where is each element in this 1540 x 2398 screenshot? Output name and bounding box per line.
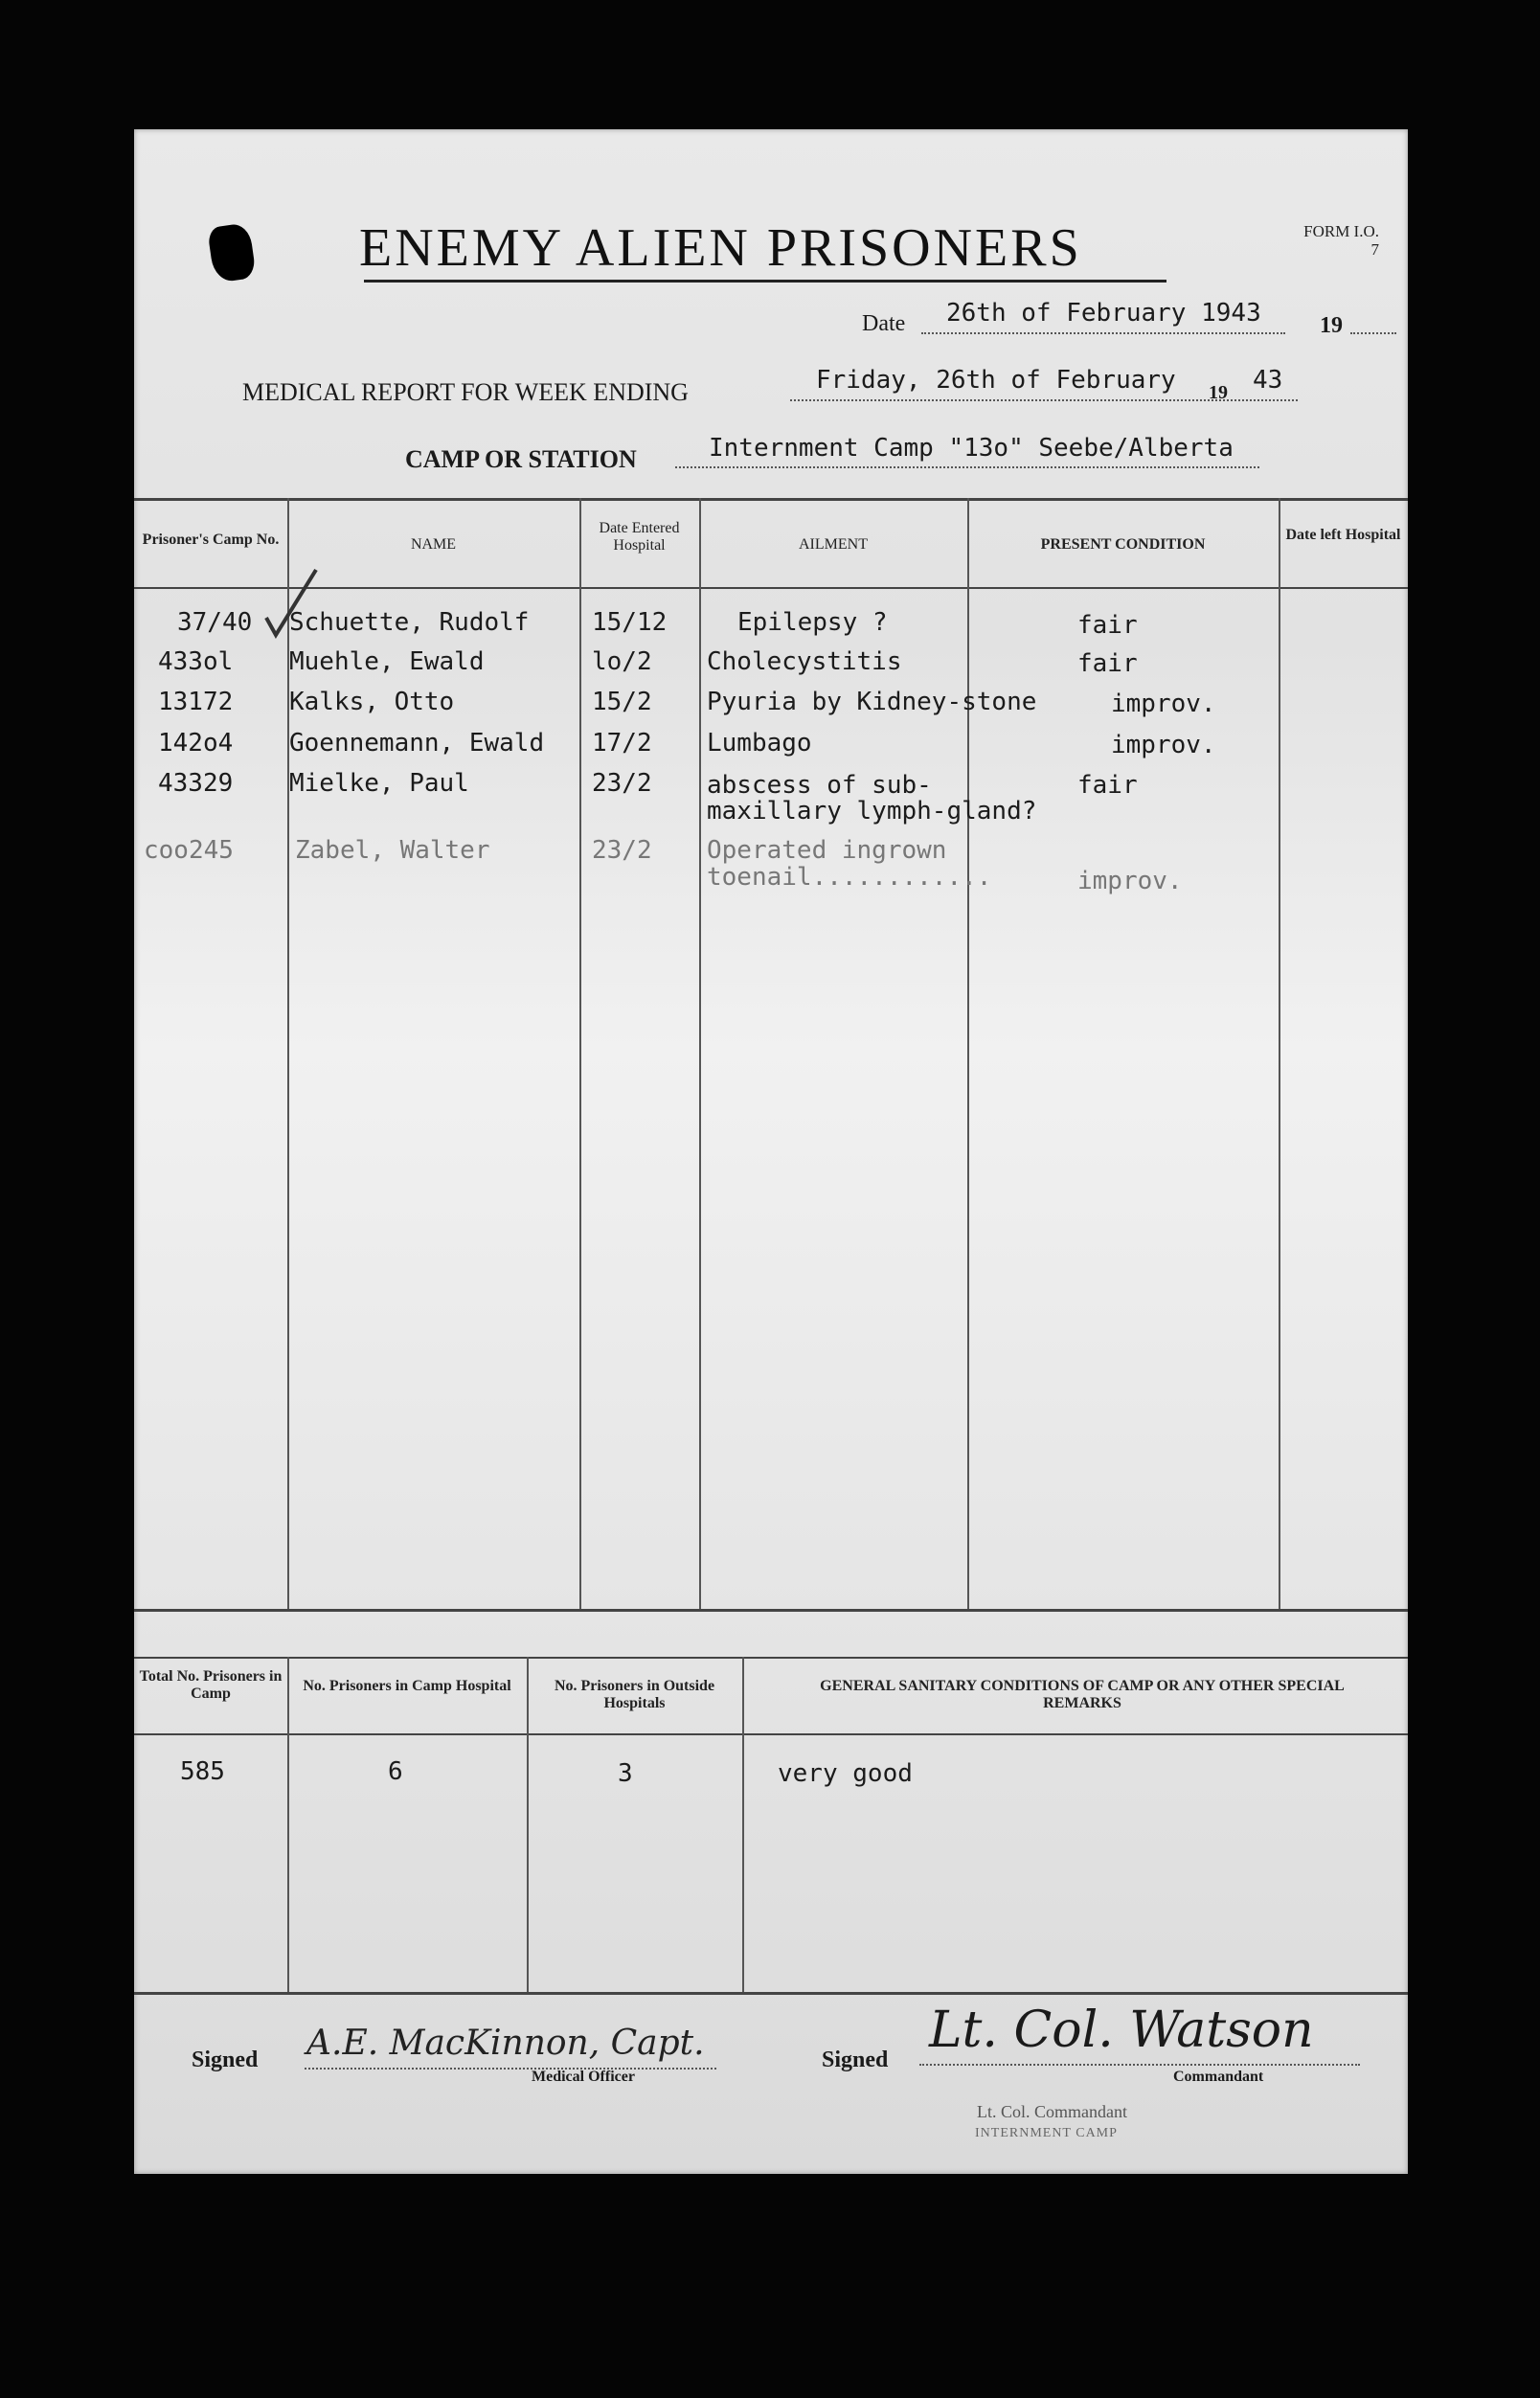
row-ailment: Operated ingrown xyxy=(707,836,947,865)
form-title: ENEMY ALIEN PRISONERS xyxy=(359,218,1082,278)
signed-label-medical: Signed xyxy=(192,2047,259,2072)
row-ailment: abscess of sub- xyxy=(707,771,932,800)
table-bottom-rule xyxy=(134,1609,1408,1612)
summary-header-camp-hospital: No. Prisoners in Camp Hospital xyxy=(303,1678,511,1694)
row-camp-no: 13172 xyxy=(158,688,234,716)
date-label: Date xyxy=(862,311,906,336)
date-suffix-dotline xyxy=(1350,332,1396,334)
date-dotline xyxy=(921,332,1285,334)
row-name: Goennemann, Ewald xyxy=(289,729,545,758)
camp-label: CAMP OR STATION xyxy=(405,445,637,473)
row-date: lo/2 xyxy=(592,647,652,676)
summary-header-rule xyxy=(134,1733,1408,1735)
row-name: Kalks, Otto xyxy=(289,688,455,716)
week-suffix-year: 43 xyxy=(1253,366,1283,395)
summary-header-outside: No. Prisoners in Outside Hospitals xyxy=(554,1678,715,1711)
row-date: 15/2 xyxy=(592,688,652,716)
summary-bottom-rule xyxy=(134,1992,1408,1995)
header-camp-no: Prisoner's Camp No. xyxy=(142,532,280,548)
camp-dotline xyxy=(675,466,1259,468)
summary-total-value: 585 xyxy=(180,1757,225,1786)
commandant-signature-line xyxy=(919,2064,1360,2066)
row-camp-no: 37/40 xyxy=(177,608,253,637)
camp-value: Internment Camp "13o" Seebe/Alberta xyxy=(709,434,1234,463)
row-ailment-cont: toenail............ xyxy=(707,863,992,892)
row-camp-no: 142o4 xyxy=(158,729,234,758)
summary-remarks-value: very good xyxy=(778,1759,913,1788)
week-suffix-19: 19 xyxy=(1209,382,1228,403)
row-condition: improv. xyxy=(1111,731,1216,759)
row-date: 15/12 xyxy=(592,608,668,637)
summary-divider-1 xyxy=(287,1657,289,1992)
summary-camp-hospital-value: 6 xyxy=(388,1757,403,1786)
header-condition: PRESENT CONDITION xyxy=(1040,536,1206,553)
form-number: FORM I.O. 7 xyxy=(1303,222,1379,259)
form-sheet xyxy=(134,129,1408,2174)
stamp-line-2: INTERNMENT CAMP xyxy=(975,2126,1118,2140)
row-ailment: Epilepsy ? xyxy=(737,608,888,637)
col-divider-4 xyxy=(967,498,969,1609)
row-condition: fair xyxy=(1077,611,1138,640)
row-condition: improv. xyxy=(1111,690,1216,718)
header-name: NAME xyxy=(410,536,457,553)
summary-top-rule xyxy=(134,1657,1408,1659)
row-date: 17/2 xyxy=(592,729,652,758)
header-date-left: Date left Hospital xyxy=(1285,527,1401,543)
week-label: MEDICAL REPORT FOR WEEK ENDING xyxy=(242,378,689,406)
summary-divider-2 xyxy=(527,1657,529,1992)
title-underline xyxy=(364,280,1166,283)
summary-divider-3 xyxy=(742,1657,744,1992)
summary-header-remarks: GENERAL SANITARY CONDITIONS OF CAMP OR ANY OTHER SPECIAL REMARKS xyxy=(820,1678,1345,1711)
commandant-signature: Lt. Col. Watson xyxy=(929,2002,1314,2059)
date-value: 26th of February 1943 xyxy=(946,299,1261,328)
row-date: 23/2 xyxy=(592,769,652,798)
stamp-line-1: Lt. Col. Commandant xyxy=(977,2102,1127,2121)
row-camp-no: coo245 xyxy=(144,836,234,865)
row-name: Zabel, Walter xyxy=(295,836,490,865)
signed-label-commandant: Signed xyxy=(822,2047,889,2072)
col-divider-3 xyxy=(699,498,701,1609)
row-camp-no: 43329 xyxy=(158,769,234,798)
row-condition: fair xyxy=(1077,649,1138,678)
medical-signature-line xyxy=(305,2068,716,2070)
row-date: 23/2 xyxy=(592,836,652,865)
row-name: Muehle, Ewald xyxy=(289,647,485,676)
summary-header-total: Total No. Prisoners in Camp xyxy=(139,1668,283,1702)
medical-signature: A.E. MacKinnon, Capt. xyxy=(306,2024,705,2063)
summary-outside-value: 3 xyxy=(618,1759,633,1788)
col-divider-2 xyxy=(579,498,581,1609)
col-divider-5 xyxy=(1279,498,1280,1609)
header-date-entered: Date Entered Hospital xyxy=(599,520,680,554)
ink-blot xyxy=(207,222,257,283)
commandant-title: Commandant xyxy=(1173,2069,1264,2085)
row-ailment: Lumbago xyxy=(707,729,812,758)
row-condition: improv. xyxy=(1077,867,1183,895)
header-ailment: AILMENT xyxy=(799,536,868,553)
medical-officer-title: Medical Officer xyxy=(532,2069,635,2085)
row-camp-no: 433ol xyxy=(158,647,234,676)
row-ailment-cont: maxillary lymph-gland? xyxy=(707,797,1037,826)
row-ailment: Cholecystitis xyxy=(707,647,902,676)
row-name: Mielke, Paul xyxy=(289,769,469,798)
date-suffix: 19 xyxy=(1320,313,1343,338)
row-condition: fair xyxy=(1077,771,1138,800)
table-top-rule xyxy=(134,498,1408,501)
row-name: Schuette, Rudolf xyxy=(289,608,530,637)
week-value: Friday, 26th of February xyxy=(816,366,1176,395)
row-ailment: Pyuria by Kidney-stone xyxy=(707,688,1037,716)
